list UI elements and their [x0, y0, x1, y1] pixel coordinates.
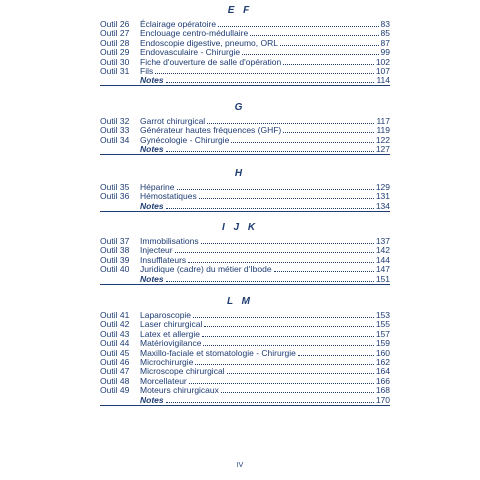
- entry-title: Insufflateurs: [140, 254, 187, 265]
- page-number: 127: [375, 144, 390, 155]
- dot-leader: [166, 81, 375, 83]
- entry-title: Morcellateur: [140, 375, 187, 386]
- outil-number: Outil 41: [100, 310, 130, 320]
- page-number: 142: [375, 245, 390, 256]
- page-number: 144: [375, 254, 390, 265]
- page-number: 107: [375, 66, 390, 76]
- page-number: 102: [375, 56, 390, 67]
- entry-title: Éclairage opératoire: [140, 19, 217, 29]
- entry-title: Gynécologie - Chirurgie: [140, 134, 230, 145]
- outil-number: Outil 30: [100, 56, 130, 67]
- entry-title: Microchirurgie: [140, 357, 194, 367]
- page-number: 85: [380, 28, 390, 39]
- dot-leader: [199, 197, 374, 199]
- section-heading: G: [234, 102, 246, 113]
- dot-leader: [166, 150, 374, 152]
- dot-leader: [280, 44, 379, 46]
- page-number: 99: [380, 47, 390, 58]
- dot-leader: [189, 382, 374, 384]
- dot-leader: [175, 251, 374, 253]
- dot-leader: [188, 261, 374, 263]
- page-number: 83: [380, 19, 390, 29]
- outil-number: Outil 49: [100, 385, 130, 396]
- entry-title: Notes: [140, 394, 164, 405]
- entry-title: Hémostatiques: [140, 191, 197, 202]
- outil-number: Outil 44: [100, 338, 130, 349]
- entry-title: Générateur hautes fréquences (GHF): [140, 125, 282, 136]
- dot-leader: [231, 141, 374, 143]
- dot-leader: [166, 280, 374, 282]
- page-number: 117: [376, 116, 390, 126]
- section-heading: L M: [226, 296, 254, 307]
- entry-title: Notes: [140, 200, 164, 211]
- dot-leader: [283, 131, 374, 133]
- outil-number: Outil 33: [100, 125, 130, 136]
- page-number: 114: [376, 75, 390, 86]
- toc-notes-row[interactable]: [100, 395, 390, 406]
- section-heading: E F: [227, 5, 253, 16]
- page-number: 160: [375, 347, 390, 358]
- entry-title: Moteurs chirurgicaux: [140, 385, 219, 396]
- page-number: 87: [380, 37, 390, 48]
- entry-title: Injecteur: [140, 245, 173, 256]
- dot-leader: [193, 316, 374, 318]
- page-number: 153: [375, 310, 390, 320]
- entry-title: Enclouage centro-médullaire: [140, 28, 249, 39]
- outil-number: Outil 36: [100, 191, 130, 202]
- entry-title: Endovasculaire - Chirurgie: [140, 47, 241, 58]
- page-number: 129: [375, 182, 390, 192]
- dot-leader: [250, 34, 378, 36]
- outil-number: Outil 45: [100, 347, 130, 358]
- page-number: 166: [375, 375, 390, 386]
- page-number: 170: [375, 394, 390, 405]
- toc-notes-row[interactable]: [100, 144, 390, 155]
- entry-title: Maxillo-faciale et stomatologie - Chirurgie: [140, 347, 296, 358]
- page-number: 134: [375, 200, 390, 211]
- page-number: 164: [375, 366, 390, 377]
- page-folio: IV: [236, 462, 244, 469]
- outil-number: Outil 40: [100, 264, 130, 275]
- dot-leader: [166, 401, 374, 403]
- page-number: 162: [375, 357, 390, 367]
- outil-number: Outil 28: [100, 37, 130, 48]
- outil-number: Outil 32: [100, 116, 130, 126]
- page-number: 122: [375, 134, 390, 145]
- page-number: 168: [375, 385, 390, 396]
- outil-number: Outil 46: [100, 357, 130, 367]
- dot-leader: [221, 391, 374, 393]
- dot-leader: [203, 344, 373, 346]
- outil-number: Outil 26: [100, 19, 130, 29]
- dot-leader: [166, 207, 374, 209]
- entry-title: Laser chirurgical: [140, 319, 203, 330]
- entry-title: Juridique (cadre) du métier d'Ibode: [140, 264, 272, 275]
- outil-number: Outil 29: [100, 47, 130, 58]
- entry-title: Fiche d'ouverture de salle d'opération: [140, 56, 282, 67]
- dot-leader: [201, 242, 374, 244]
- section-heading: I J K: [221, 222, 259, 233]
- outil-number: Outil 43: [100, 328, 130, 339]
- entry-title: Notes: [140, 75, 164, 86]
- page-number: 159: [375, 338, 390, 349]
- dot-leader: [227, 372, 374, 374]
- entry-title: Immobilisations: [140, 236, 199, 246]
- entry-title: Garrot chirurgical: [140, 116, 206, 126]
- entry-title: Héparine: [140, 182, 175, 192]
- outil-number: Outil 31: [100, 66, 130, 76]
- dot-leader: [155, 72, 374, 74]
- page-number: 147: [375, 264, 390, 275]
- outil-number: Outil 37: [100, 236, 130, 246]
- page-number: 151: [375, 273, 390, 284]
- page-number: 157: [375, 328, 390, 339]
- entry-title: Fils: [140, 66, 154, 76]
- dot-leader: [218, 25, 378, 27]
- section-heading: H: [234, 168, 246, 179]
- page-number: 155: [375, 319, 390, 330]
- outil-number: Outil 48: [100, 375, 130, 386]
- outil-number: Outil 47: [100, 366, 130, 377]
- toc-notes-row[interactable]: [100, 274, 390, 285]
- toc-notes-row[interactable]: [100, 201, 390, 212]
- page-number: 131: [375, 191, 390, 202]
- entry-title: Notes: [140, 144, 164, 155]
- outil-number: Outil 35: [100, 182, 130, 192]
- dot-leader: [298, 354, 374, 356]
- dot-leader: [195, 363, 373, 365]
- toc-notes-row[interactable]: [100, 75, 390, 86]
- page-number: 137: [375, 236, 390, 246]
- outil-number: Outil 38: [100, 245, 130, 256]
- dot-leader: [177, 188, 374, 190]
- dot-leader: [202, 335, 374, 337]
- entry-title: Laparoscopie: [140, 310, 192, 320]
- page-number: 119: [376, 125, 390, 136]
- outil-number: Outil 42: [100, 319, 130, 330]
- dot-leader: [274, 270, 374, 272]
- outil-number: Outil 39: [100, 254, 130, 265]
- dot-leader: [204, 325, 373, 327]
- outil-number: Outil 27: [100, 28, 130, 39]
- dot-leader: [207, 122, 374, 124]
- entry-title: Endoscopie digestive, pneumo, ORL: [140, 37, 278, 48]
- entry-title: Matériovigilance: [140, 338, 202, 349]
- entry-title: Microscope chirurgical: [140, 366, 225, 377]
- entry-title: Notes: [140, 273, 164, 284]
- outil-number: Outil 34: [100, 134, 130, 145]
- dot-leader: [242, 53, 378, 55]
- dot-leader: [283, 63, 374, 65]
- entry-title: Latex et allergie: [140, 328, 201, 339]
